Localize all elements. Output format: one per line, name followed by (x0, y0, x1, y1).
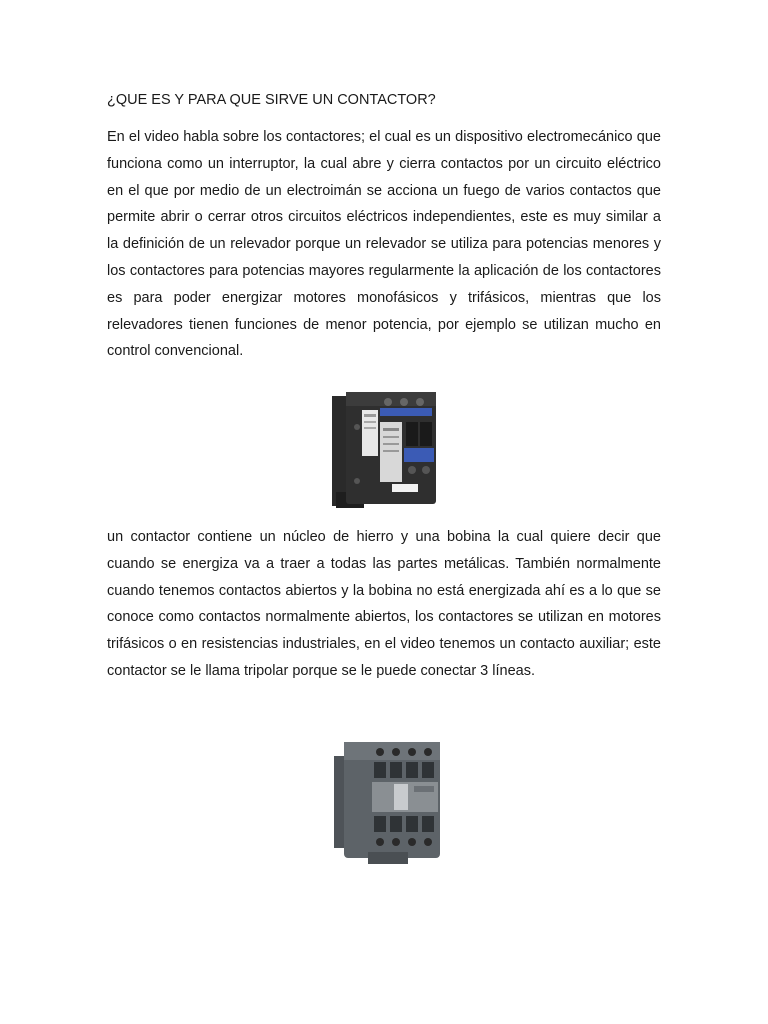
contactor-image-black (326, 388, 442, 512)
paragraph-2: un contactor contiene un núcleo de hierro y una bobina la cual quiere decir que cuando se energiza va a traer a todas las partes metálicas. También normalmente cuando tenemos contactos abiertos y la bobina no está energizada ahí es a lo que se conoce como contactos normalmente abiertos, los contactores se utilizan en motores trifásicos o en resistencias industriales, en el video tenemos un contacto auxiliar; este contactor se le llama tripolar porque se le puede conectar 3 líneas. (107, 529, 661, 679)
paragraph-1: En el video habla sobre los contactores; el cual es un dispositivo electromecánico que funciona como un interruptor, la cual abre y cierra contactos por un circuito eléctrico en el que por medio de un electroimán se acciona un fuego de varios contactos que permite abrir o cerrar otros circuitos eléctricos independientes, este es muy similar a la definición de un relevador porque un relevador se utiliza para potencias menores y los contactores para potencias mayores regularmente la aplicación de los contactores es para poder energizar motores monofásicos y trifásicos, mientras que los relevadores tienen funciones de menor potencia, por ejemplo se utilizan mucho en control convencional. (107, 129, 661, 360)
document-body-2 (107, 524, 661, 685)
contactor-image-grey (290, 702, 480, 892)
document-body (107, 90, 661, 365)
document-title: ¿QUE ES Y PARA QUE SIRVE UN CONTACTOR? (107, 92, 436, 108)
